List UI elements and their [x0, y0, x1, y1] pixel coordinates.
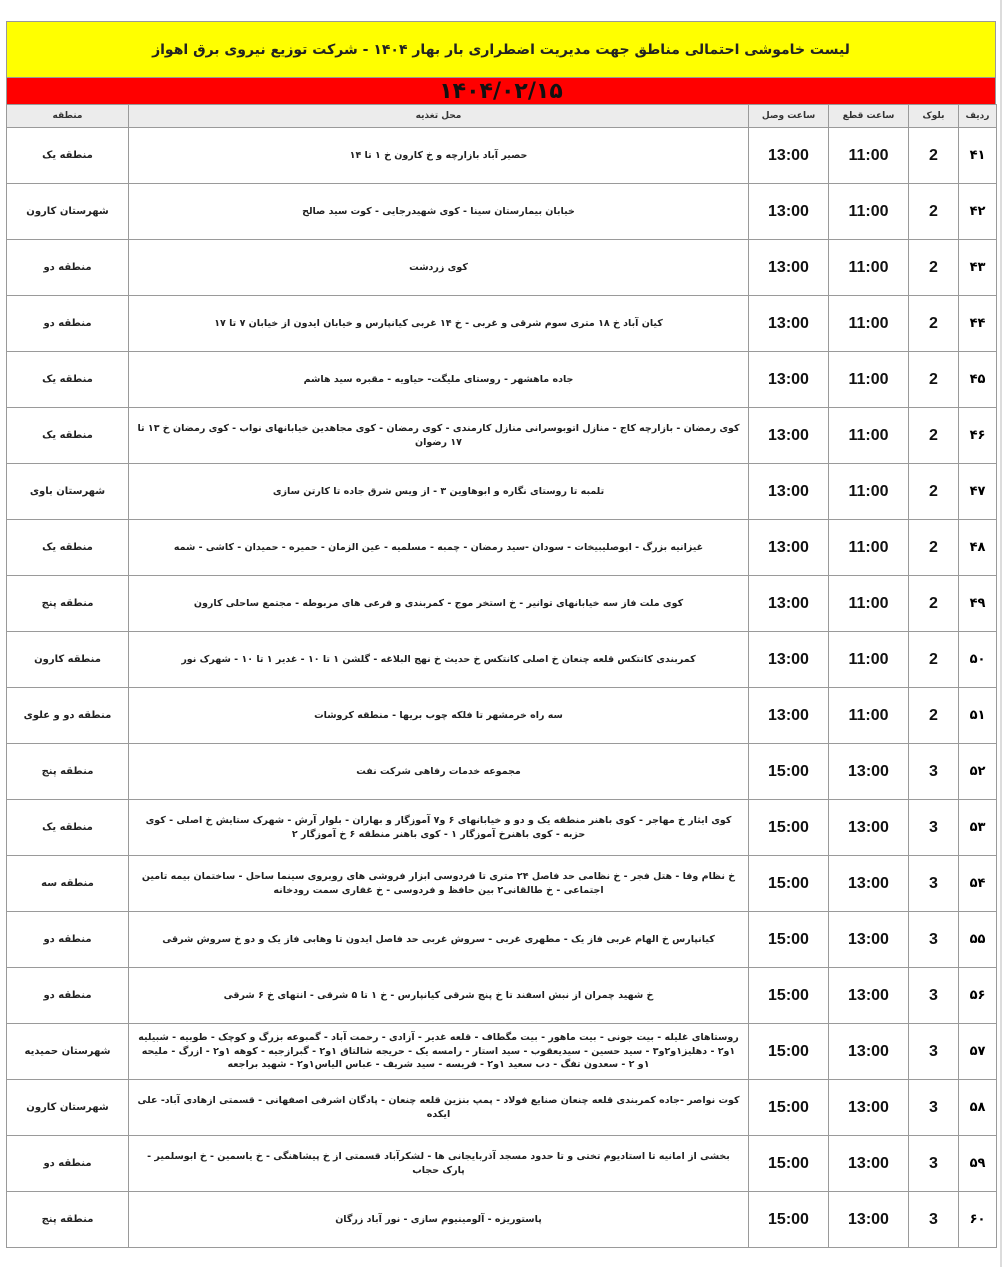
region-cell: منطقه یک: [7, 520, 129, 576]
location-cell: تلمبه تا روستای نگاره و ابوهاوین ۳ - از ویس شرق جاده تا کارتن سازی: [129, 464, 749, 520]
cut-time-cell: 11:00: [829, 464, 909, 520]
row-number: ۵۶: [959, 968, 997, 1024]
region-cell: منطقه یک: [7, 128, 129, 184]
row-number: ۵۰: [959, 632, 997, 688]
cut-time-cell: 11:00: [829, 408, 909, 464]
col-cut-time-header: ساعت قطع: [829, 105, 909, 128]
block-cell: 3: [909, 856, 959, 912]
table-row: [7, 184, 997, 240]
block-cell: 2: [909, 520, 959, 576]
region-cell: منطقه دو: [7, 912, 129, 968]
page-title: لیست خاموشی احتمالی مناطق جهت مدیریت اضطراری بار بهار ۱۴۰۴ - شرکت توزیع نیروی برق اهواز: [6, 21, 996, 78]
connect-time-cell: 13:00: [749, 184, 829, 240]
table-row: [7, 968, 997, 1024]
location-cell: خیابان بیمارستان سینا - کوی شهیدرجایی - کوت سید صالح: [129, 184, 749, 240]
region-cell: منطقه پنج: [7, 576, 129, 632]
block-cell: 3: [909, 1024, 959, 1080]
table-row: [7, 1024, 997, 1080]
row-number: ۵۵: [959, 912, 997, 968]
connect-time-cell: 15:00: [749, 800, 829, 856]
block-cell: 2: [909, 184, 959, 240]
connect-time-cell: 13:00: [749, 576, 829, 632]
cut-time-cell: 13:00: [829, 968, 909, 1024]
connect-time-cell: 15:00: [749, 744, 829, 800]
location-cell: حصیر آباد بازارچه و خ کارون خ ۱ تا ۱۴: [129, 128, 749, 184]
region-cell: شهرستان کارون: [7, 1080, 129, 1136]
row-number: ۶۰: [959, 1192, 997, 1248]
location-cell: کوی رمضان - بازارچه کاج - منازل اتوبوسرانی منازل کارمندی - کوی رمضان - کوی مجاهدین خیابانهای نواب - کوی رمضان خ ۱۳ تا ۱۷ رضوان: [129, 408, 749, 464]
row-number: ۴۳: [959, 240, 997, 296]
region-cell: منطقه دو: [7, 240, 129, 296]
row-number: ۴۵: [959, 352, 997, 408]
row-number: ۴۸: [959, 520, 997, 576]
cut-time-cell: 11:00: [829, 240, 909, 296]
location-cell: سه راه خرمشهر تا فلکه چوب بریها - منطقه کروشات: [129, 688, 749, 744]
row-number: ۵۳: [959, 800, 997, 856]
table-row: [7, 1080, 997, 1136]
block-cell: 2: [909, 240, 959, 296]
row-number: ۵۸: [959, 1080, 997, 1136]
region-cell: منطقه دو: [7, 1136, 129, 1192]
region-cell: منطقه دو: [7, 296, 129, 352]
block-cell: 3: [909, 800, 959, 856]
block-cell: 2: [909, 688, 959, 744]
connect-time-cell: 13:00: [749, 464, 829, 520]
cut-time-cell: 13:00: [829, 800, 909, 856]
date-banner: ۱۴۰۴/۰۲/۱۵: [6, 78, 996, 104]
block-cell: 2: [909, 408, 959, 464]
block-cell: 2: [909, 464, 959, 520]
row-number: ۵۲: [959, 744, 997, 800]
cut-time-cell: 11:00: [829, 296, 909, 352]
block-cell: 2: [909, 632, 959, 688]
connect-time-cell: 15:00: [749, 1136, 829, 1192]
block-cell: 3: [909, 912, 959, 968]
block-cell: 2: [909, 128, 959, 184]
cut-time-cell: 13:00: [829, 1080, 909, 1136]
region-cell: منطقه دو: [7, 968, 129, 1024]
table-row: [7, 1136, 997, 1192]
location-cell: کوی ایثار خ مهاجر - کوی باهنر منطقه یک و دو و خیابانهای ۶ و۷ آموزگار و بهاران - بلوار آرش - شهرک ستایش خ اصلی - کوی حزبه - کوی باهنرخ آموزگار ۱ - کوی باهنر منطقه ۶ خ آموزگار ۲: [129, 800, 749, 856]
table-row: [7, 576, 997, 632]
table-row: [7, 632, 997, 688]
row-number: ۵۴: [959, 856, 997, 912]
outage-table: [6, 104, 997, 1248]
location-cell: کمربندی کانتکس قلعه چنعان خ اصلی کانتکس خ حدیث خ نهج البلاغه - گلشن ۱ تا ۱۰ - غدیر ۱ تا ۱۰ - شهرک نور: [129, 632, 749, 688]
block-cell: 2: [909, 296, 959, 352]
table-row: [7, 688, 997, 744]
connect-time-cell: 13:00: [749, 408, 829, 464]
cut-time-cell: 11:00: [829, 632, 909, 688]
region-cell: منطقه کارون: [7, 632, 129, 688]
location-cell: کیانپارس خ الهام غربی فاز یک - مطهری غربی - سروش غربی حد فاصل ایدون تا وهابی فاز یک و دو خ سروش شرقی: [129, 912, 749, 968]
col-location-header: محل تغذیه: [129, 105, 749, 128]
col-row-header: ردیف: [959, 105, 997, 128]
connect-time-cell: 13:00: [749, 520, 829, 576]
location-cell: جاده ماهشهر - روستای ملیگت- حیاویه - مقبره سید هاشم: [129, 352, 749, 408]
cut-time-cell: 11:00: [829, 128, 909, 184]
table-header-row: [7, 105, 997, 128]
connect-time-cell: 15:00: [749, 1080, 829, 1136]
row-number: ۴۷: [959, 464, 997, 520]
col-block-header: بلوک: [909, 105, 959, 128]
connect-time-cell: 15:00: [749, 912, 829, 968]
connect-time-cell: 15:00: [749, 1192, 829, 1248]
row-number: ۴۱: [959, 128, 997, 184]
cut-time-cell: 11:00: [829, 688, 909, 744]
row-number: ۵۷: [959, 1024, 997, 1080]
connect-time-cell: 15:00: [749, 1024, 829, 1080]
location-cell: کوی زردشت: [129, 240, 749, 296]
table-row: [7, 464, 997, 520]
region-cell: منطقه یک: [7, 408, 129, 464]
row-number: ۴۲: [959, 184, 997, 240]
cut-time-cell: 13:00: [829, 744, 909, 800]
block-cell: 3: [909, 1136, 959, 1192]
table-row: [7, 520, 997, 576]
block-cell: 3: [909, 744, 959, 800]
table-row: [7, 744, 997, 800]
region-cell: شهرستان کارون: [7, 184, 129, 240]
location-cell: کوت نواصر -جاده کمربندی قلعه چنعان صنایع فولاد - پمپ بنزین قلعه چنعان - پادگان اشرفی اصفهانی - قسمتی ازهادی آباد- علی ایکده: [129, 1080, 749, 1136]
cut-time-cell: 13:00: [829, 912, 909, 968]
col-region-header: منطقه: [7, 105, 129, 128]
connect-time-cell: 13:00: [749, 128, 829, 184]
location-cell: خ نظام وفا - هتل فجر - خ نظامی حد فاصل ۲۴ متری تا فردوسی ابزار فروشی های روبروی سینما ساحل - ساختمان بیمه تامین اجتماعی - خ طالقانی۲ بین حافظ و فردوسی - خ غفاری سمت رودخانه: [129, 856, 749, 912]
cut-time-cell: 13:00: [829, 1136, 909, 1192]
connect-time-cell: 13:00: [749, 352, 829, 408]
block-cell: 2: [909, 576, 959, 632]
table-row: [7, 912, 997, 968]
table-row: [7, 296, 997, 352]
outage-sheet: [6, 21, 996, 1248]
connect-time-cell: 13:00: [749, 688, 829, 744]
location-cell: مجموعه خدمات رفاهی شرکت نفت: [129, 744, 749, 800]
block-cell: 3: [909, 1192, 959, 1248]
row-number: ۴۴: [959, 296, 997, 352]
region-cell: منطقه یک: [7, 352, 129, 408]
cut-time-cell: 13:00: [829, 1192, 909, 1248]
region-cell: منطقه یک: [7, 800, 129, 856]
location-cell: غیزانیه بزرگ - ابوصلیبیخات - سودان -سید رمضان - چمبه - مسلمیه - عین الزمان - حمیره - حمیدان - کاشی - شمه: [129, 520, 749, 576]
region-cell: منطقه سه: [7, 856, 129, 912]
connect-time-cell: 13:00: [749, 240, 829, 296]
table-row: [7, 240, 997, 296]
location-cell: پاستوریزه - آلومینیوم سازی - نور آباد زرگان: [129, 1192, 749, 1248]
cut-time-cell: 11:00: [829, 352, 909, 408]
table-row: [7, 128, 997, 184]
row-number: ۵۱: [959, 688, 997, 744]
table-row: [7, 800, 997, 856]
connect-time-cell: 15:00: [749, 968, 829, 1024]
location-cell: خ شهید چمران از نبش اسفند تا خ پنج شرقی کیانپارس - خ ۱ تا ۵ شرقی - انتهای خ ۶ شرقی: [129, 968, 749, 1024]
location-cell: کیان آباد خ ۱۸ متری سوم شرقی و غربی - خ ۱۴ غربی کیانپارس و خیابان ایدون از خیابان ۷ تا ۱۷: [129, 296, 749, 352]
table-row: [7, 408, 997, 464]
region-cell: منطقه پنج: [7, 744, 129, 800]
region-cell: منطقه پنج: [7, 1192, 129, 1248]
region-cell: منطقه دو و علوی: [7, 688, 129, 744]
cut-time-cell: 11:00: [829, 520, 909, 576]
row-number: ۴۹: [959, 576, 997, 632]
block-cell: 2: [909, 352, 959, 408]
block-cell: 3: [909, 1080, 959, 1136]
location-cell: بخشی از امانیه تا استادیوم تختی و تا حدود مسجد آذربایجانی ها - لشکرآباد قسمتی از خ پیشاهنگی - خ یاسمین - خ ابوسلمیر - پارک حجاب: [129, 1136, 749, 1192]
location-cell: کوی ملت فاز سه خیابانهای توانیر - خ استخر موج - کمربندی و فرعی های مربوطه - مجتمع ساحلی کارون: [129, 576, 749, 632]
block-cell: 3: [909, 968, 959, 1024]
cut-time-cell: 11:00: [829, 576, 909, 632]
location-cell: روستاهای غلیله - بیت جونی - بیت ماهور - بیت مگطاف - قلعه غدیر - آزادی - رحمت آباد - گمبوعه بزرگ و کوچک - طوبیه - شبیلیه ۱و۲ - دهلیز۱و۲و۳ - سید حسین - سیدیعقوب - سید استار - رامسه یک - حریجه شالتاق ۱و۲ - گبرازجیه - کوهه ۱و۲ - ازرگ - ملیحه ۱و ۲ - سعدون تفگ - دب سعید ۱و۲ - فریسه - سید شریف - عباس الیاس۱و۲ - شهید براجعه: [129, 1024, 749, 1080]
cut-time-cell: 13:00: [829, 1024, 909, 1080]
connect-time-cell: 15:00: [749, 856, 829, 912]
table-row: [7, 856, 997, 912]
connect-time-cell: 13:00: [749, 632, 829, 688]
cut-time-cell: 11:00: [829, 184, 909, 240]
region-cell: شهرستان باوی: [7, 464, 129, 520]
row-number: ۴۶: [959, 408, 997, 464]
row-number: ۵۹: [959, 1136, 997, 1192]
col-connect-time-header: ساعت وصل: [749, 105, 829, 128]
cut-time-cell: 13:00: [829, 856, 909, 912]
table-row: [7, 352, 997, 408]
connect-time-cell: 13:00: [749, 296, 829, 352]
table-row: [7, 1192, 997, 1248]
region-cell: شهرستان حمیدیه: [7, 1024, 129, 1080]
